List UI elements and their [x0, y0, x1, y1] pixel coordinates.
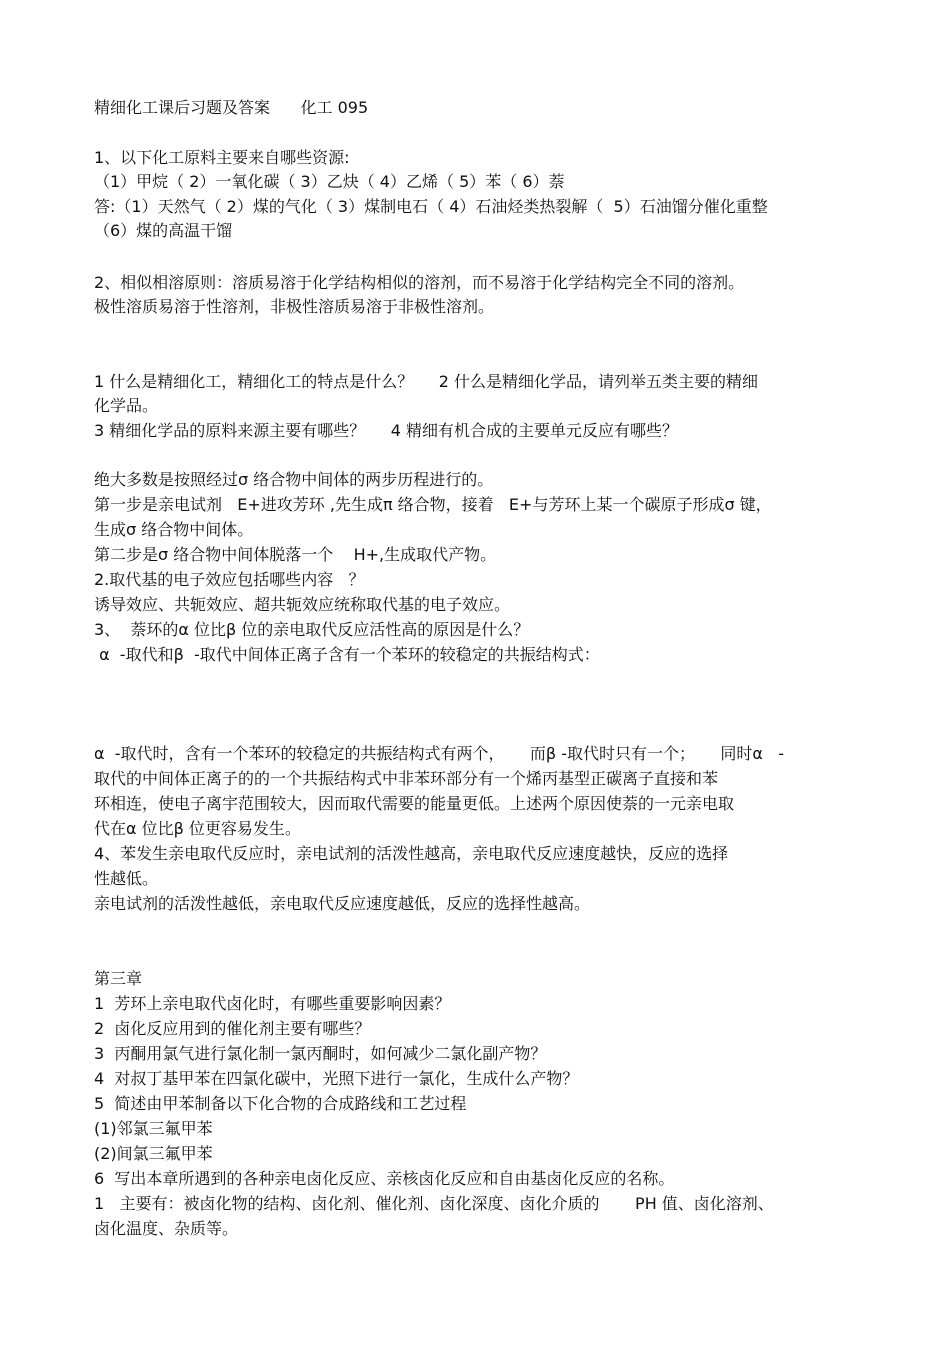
chapter-heading: 第三章	[94, 969, 143, 988]
text-line: 环相连，使电子离宇范围较大，因而取代需要的能量更低。上述两个原因使萘的一元亲电取	[94, 794, 735, 813]
text-line: 2、相似相溶原则：溶质易溶于化学结构相似的溶剂，而不易溶于化学结构完全不同的溶剂。	[94, 273, 745, 292]
text-line: 亲电试剂的活泼性越低，亲电取代反应速度越低，反应的选择性越高。	[94, 894, 591, 913]
text-line: 第一步是亲电试剂 E+进攻芳环 ,先生成π 络合物，接着 E+与芳环上某一个碳原子形成σ 键，	[94, 495, 772, 514]
text-line: 1 芳环上亲电取代卤化时，有哪些重要影响因素？	[94, 994, 451, 1013]
text-line: 取代的中间体正离子的的一个共振结构式中非苯环部分有一个烯丙基型正碳离子直接和苯	[94, 769, 719, 788]
text-line: 性越低。	[94, 869, 159, 888]
text-line: 1、以下化工原料主要来自哪些资源:	[94, 148, 350, 167]
text-line: 4、苯发生亲电取代反应时，亲电试剂的活泼性越高，亲电取代反应速度越快，反应的选择	[94, 844, 729, 863]
text-line: 卤化温度、杂质等。	[94, 1219, 239, 1238]
text-line: 2 卤化反应用到的催化剂主要有哪些？	[94, 1019, 371, 1038]
text-line: 2.取代基的电子效应包括哪些内容 ？	[94, 570, 365, 589]
text-line: 诱导效应、共轭效应、超共轭效应统称取代基的电子效应。	[94, 595, 511, 614]
text-line: （6）煤的高温干馏	[94, 221, 233, 240]
text-line: 6 写出本章所遇到的各种亲电卤化反应、亲核卤化反应和自由基卤化反应的名称。	[94, 1169, 675, 1188]
text-line: α -取代和β -取代中间体正离子含有一个苯环的较稳定的共振结构式：	[94, 645, 600, 664]
text-line: 化学品。	[94, 396, 159, 415]
text-line: 4 对叔丁基甲苯在四氯化碳中，光照下进行一氯化，生成什么产物？	[94, 1069, 579, 1088]
text-line: （1）甲烷（ 2）一氧化碳（ 3）乙炔（ 4）乙烯（ 5）苯（ 6）萘	[94, 172, 565, 191]
text-line: 3、 萘环的α 位比β 位的亲电取代反应活性高的原因是什么？	[94, 620, 530, 639]
text-line: (2)间氯三氟甲苯	[94, 1144, 213, 1163]
document-title: 精细化工课后习题及答案 化工 095	[94, 98, 369, 117]
text-line: 极性溶质易溶于性溶剂，非极性溶质易溶于非极性溶剂。	[94, 297, 495, 316]
text-line: 5 简述由甲苯制备以下化合物的合成路线和工艺过程	[94, 1094, 467, 1113]
text-line: 答:（1）天然气（ 2）煤的气化（ 3）煤制电石（ 4）石油烃类热裂解（ 5）石油馏分催化重整	[94, 197, 768, 216]
text-line: 1 什么是精细化工，精细化工的特点是什么？ 2 什么是精细化学品，请列举五类主要的精细	[94, 372, 758, 391]
text-line: 3 丙酮用氯气进行氯化制一氯丙酮时，如何减少二氯化副产物？	[94, 1044, 547, 1063]
text-line: 1 主要有：被卤化物的结构、卤化剂、催化剂、卤化深度、卤化介质的 PH 值、卤化溶剂、	[94, 1194, 774, 1213]
text-line: α -取代时，含有一个苯环的较稳定的共振结构式有两个， 而β -取代时只有一个； 同时α -	[94, 744, 785, 763]
text-line: 生成σ 络合物中间体。	[94, 520, 254, 539]
text-line: 第二步是σ 络合物中间体脱落一个 H+,生成取代产物。	[94, 545, 497, 564]
text-line: (1)邻氯三氟甲苯	[94, 1119, 213, 1138]
text-line: 绝大多数是按照经过σ 络合物中间体的两步历程进行的。	[94, 470, 494, 489]
text-line: 代在α 位比β 位更容易发生。	[94, 819, 301, 838]
text-line: 3 精细化学品的原料来源主要有哪些？ 4 精细有机合成的主要单元反应有哪些？	[94, 421, 678, 440]
